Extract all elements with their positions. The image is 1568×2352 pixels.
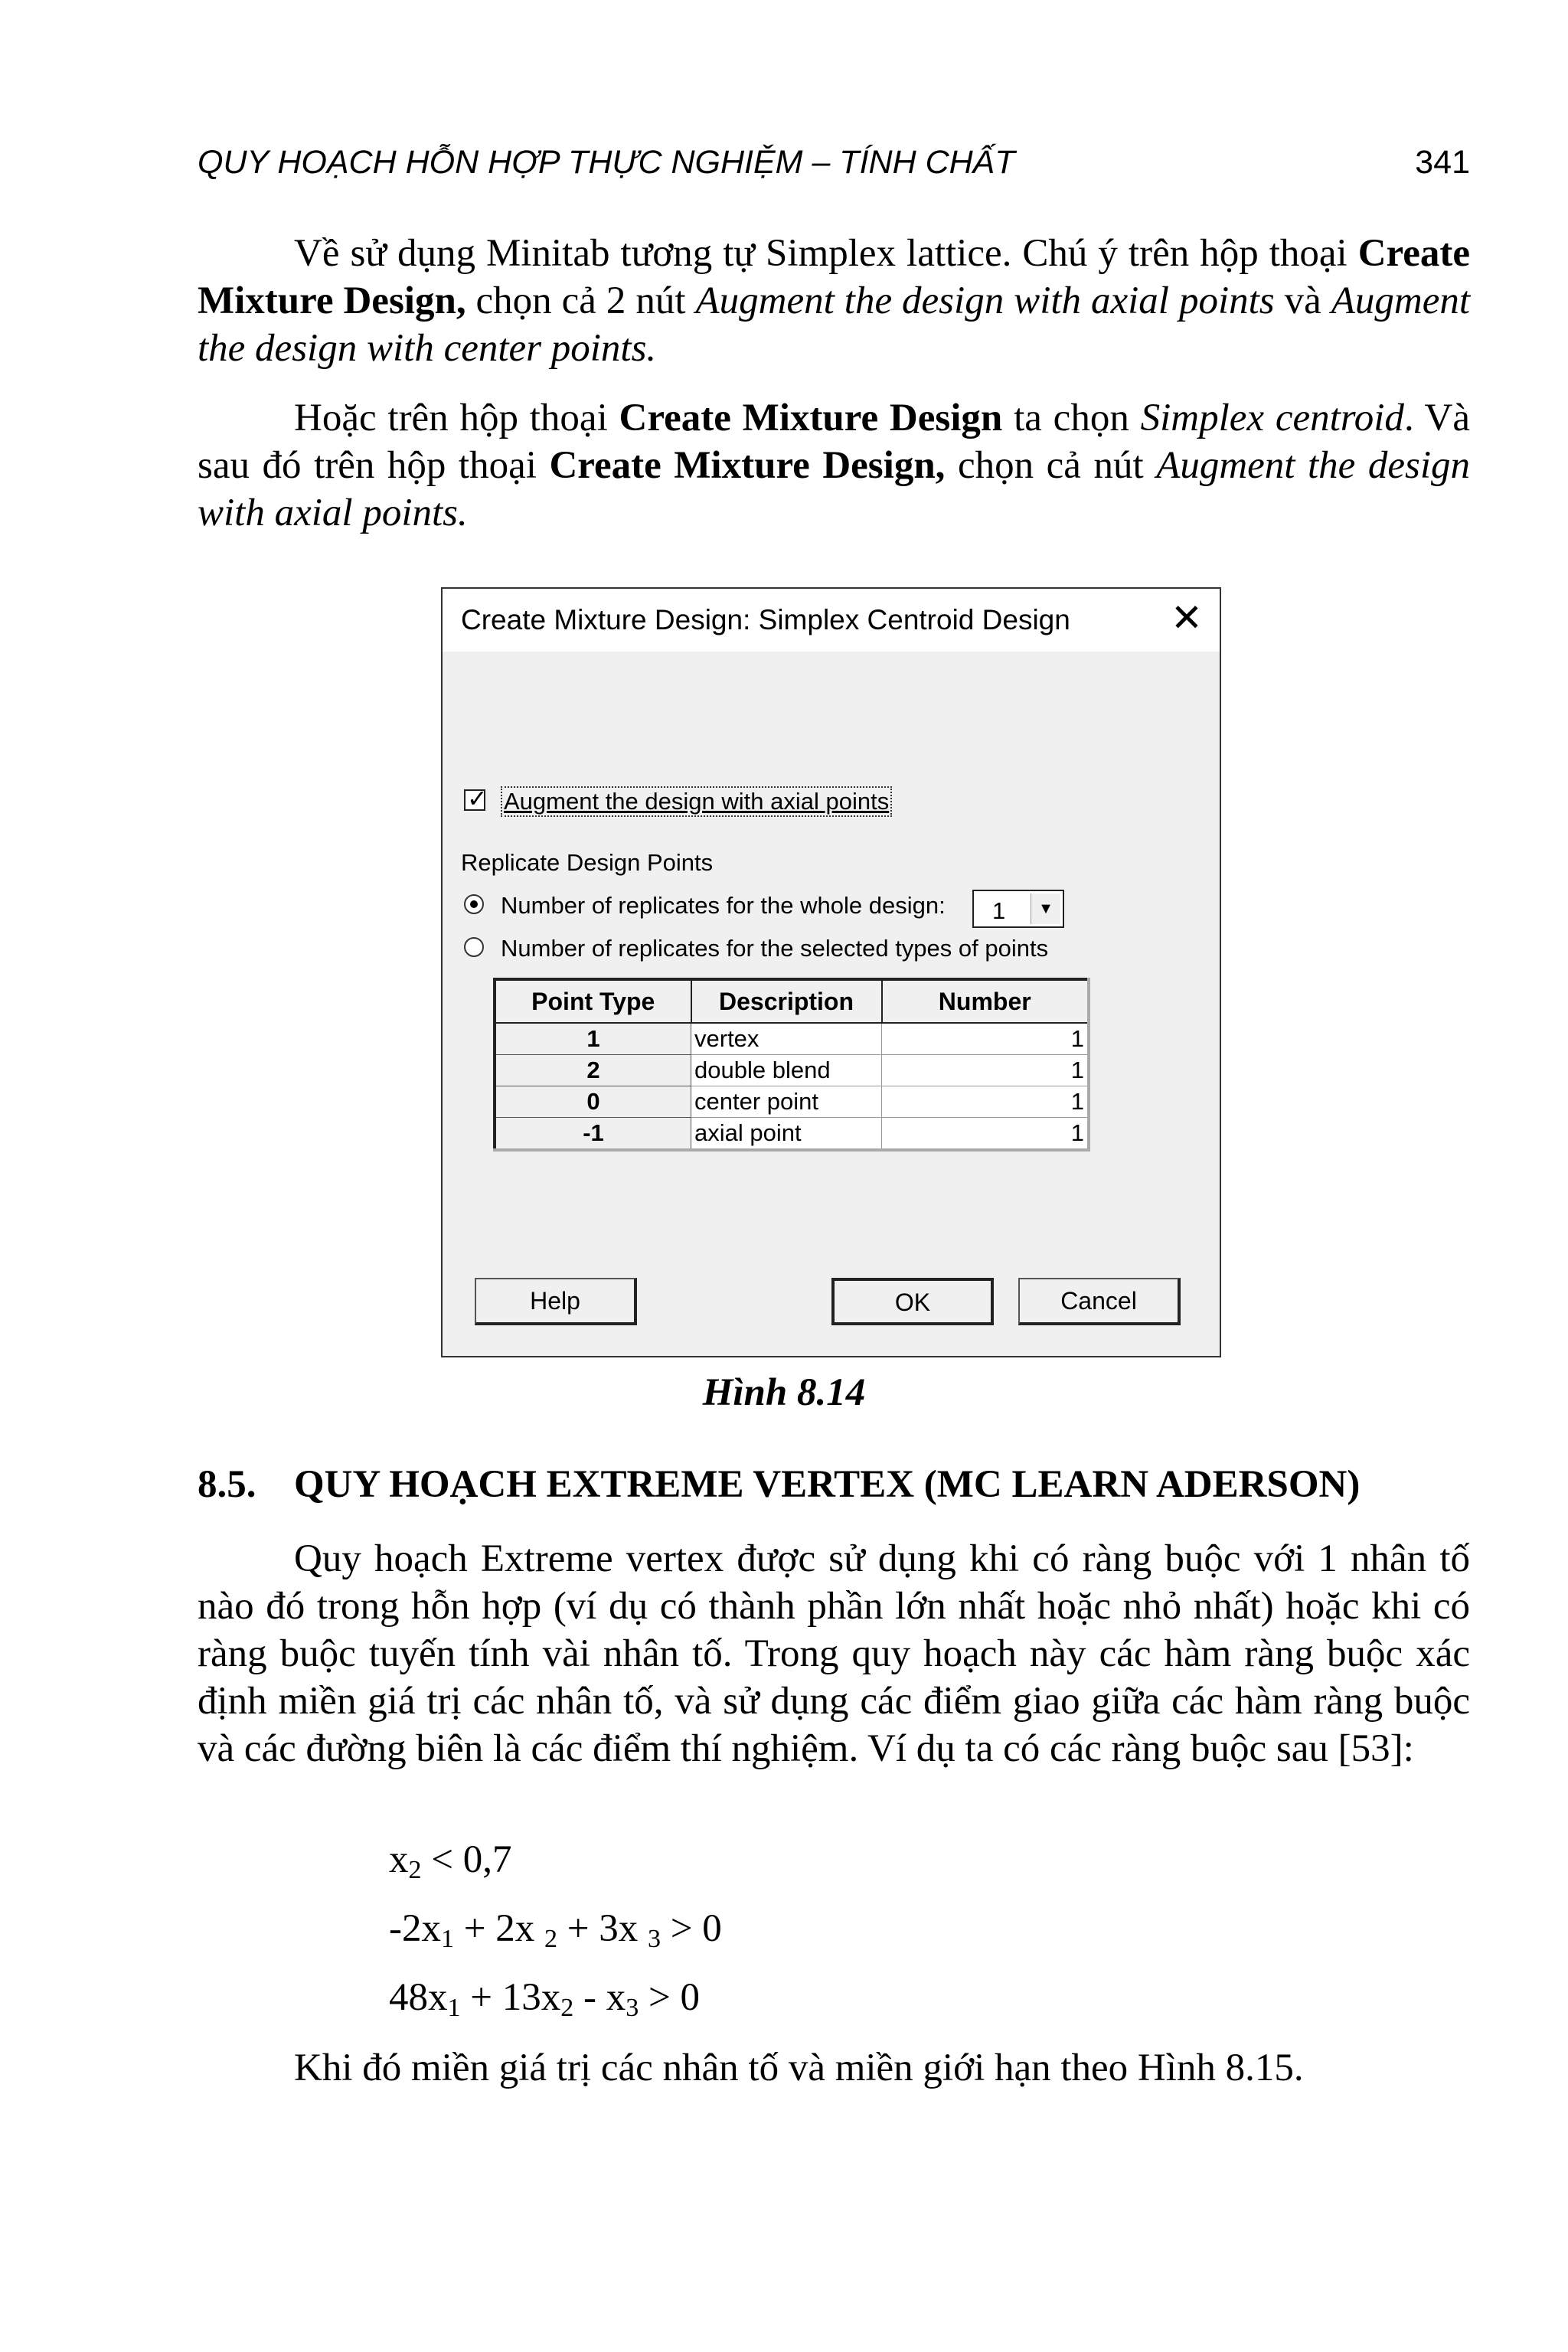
paragraph-4: Khi đó miền giá trị các nhân tố và miền giới hạn theo Hình 8.15. — [294, 2047, 1304, 2089]
replicates-selected-label: Number of replicates for the selected types of points — [501, 935, 1049, 962]
point-type-cell: 2 — [495, 1055, 691, 1086]
section-heading — [198, 1462, 1360, 1507]
page-header — [198, 144, 1470, 190]
running-title: QUY HOẠCH HỖN HỢP THỰC NGHIỆM – TÍNH CHẤT — [198, 144, 1015, 181]
description-cell: axial point — [691, 1118, 882, 1151]
number-cell[interactable]: 1 — [882, 1055, 1089, 1086]
chevron-down-icon[interactable]: ▼ — [1031, 893, 1060, 924]
replicates-whole-label: Number of replicates for the whole design: — [501, 892, 946, 919]
point-type-cell: -1 — [495, 1118, 691, 1151]
checkmark-icon: ✓ — [467, 785, 488, 812]
equation-1: $x_2 < 0,7$ — [389, 1838, 512, 1884]
point-type-cell: 1 — [495, 1023, 691, 1055]
radio-selected-icon[interactable] — [464, 894, 484, 914]
table-row[interactable] — [495, 1118, 1089, 1151]
point-type-table[interactable] — [493, 978, 1090, 1152]
table-row[interactable] — [495, 1023, 1089, 1055]
paragraph-3: Quy hoạch Extreme vertex được sử dụng khi có ràng buộc với 1 nhân tố nào đó trong hỗn hợp (ví dụ có thành phần lớn nhất hoặc nhỏ nhất) hoặc khi có ràng buộc tuyến tính vài nhân tố. Trong quy hoạch này các hàm ràng buộc xác định miền giá trị các nhân tố, và sử dụng các điểm giao giữa các hàm ràng buộc và các đường biên là các điểm thí nghiệm. Ví dụ ta có các ràng buộc sau [53]: — [198, 1537, 1470, 1770]
equation-3: $48x_1 + 13x_2 - x_3 > 0$ — [389, 1976, 701, 2022]
dialog-title: Create Mixture Design: Simplex Centroid Design — [461, 604, 1070, 635]
replicates-select[interactable] — [972, 890, 1064, 928]
checkbox-box[interactable] — [464, 785, 488, 812]
paragraph-1: Về sử dụng Minitab tương tự Simplex lattice. Chú ý trên hộp thoại Create Mixture Design, chọn cả 2 nút Augment the design with axial points và Augment the design with center points. — [198, 232, 1471, 370]
table-row[interactable] — [495, 1086, 1089, 1118]
cancel-button[interactable]: Cancel — [1018, 1278, 1181, 1325]
create-mixture-design-dialog — [441, 587, 1221, 1357]
equation-2: $-2x_1 + 2x$ $_2$ + 3x $_3$ > 0 — [389, 1907, 722, 1953]
paragraph-2: Hoặc trên hộp thoại Create Mixture Design ta chọn Simplex centroid. Và sau đó trên hộp thoại Create Mixture Design, chọn cả nút Augment the design with axial points. — [198, 397, 1471, 534]
number-cell[interactable]: 1 — [882, 1118, 1089, 1151]
number-cell[interactable]: 1 — [882, 1023, 1089, 1055]
radio-unselected-icon[interactable] — [464, 937, 484, 957]
column-header-number: Number — [882, 979, 1089, 1023]
axial-points-label[interactable]: Augment the design with axial points — [504, 788, 890, 815]
figure-caption: Hình 8.14 — [702, 1371, 866, 1414]
section-number: 8.5. — [198, 1463, 256, 1506]
dialog-titlebar — [443, 589, 1220, 652]
description-cell: vertex — [691, 1023, 882, 1055]
replicates-value: 1 — [992, 897, 1006, 924]
help-button[interactable]: Help — [475, 1278, 637, 1325]
point-type-cell: 0 — [495, 1086, 691, 1118]
table-row[interactable] — [495, 1055, 1089, 1086]
section-title: QUY HOẠCH EXTREME VERTEX (MC LEARN ADERSON) — [294, 1463, 1361, 1506]
column-header-point-type: Point Type — [495, 979, 691, 1023]
number-cell[interactable]: 1 — [882, 1086, 1089, 1118]
column-header-description: Description — [691, 979, 882, 1023]
description-cell: double blend — [691, 1055, 882, 1086]
description-cell: center point — [691, 1086, 882, 1118]
page-number: 341 — [1415, 144, 1470, 181]
replicate-group-label: Replicate Design Points — [461, 849, 714, 876]
ok-button[interactable]: OK — [831, 1278, 994, 1325]
close-icon[interactable]: ✕ — [1171, 596, 1203, 639]
